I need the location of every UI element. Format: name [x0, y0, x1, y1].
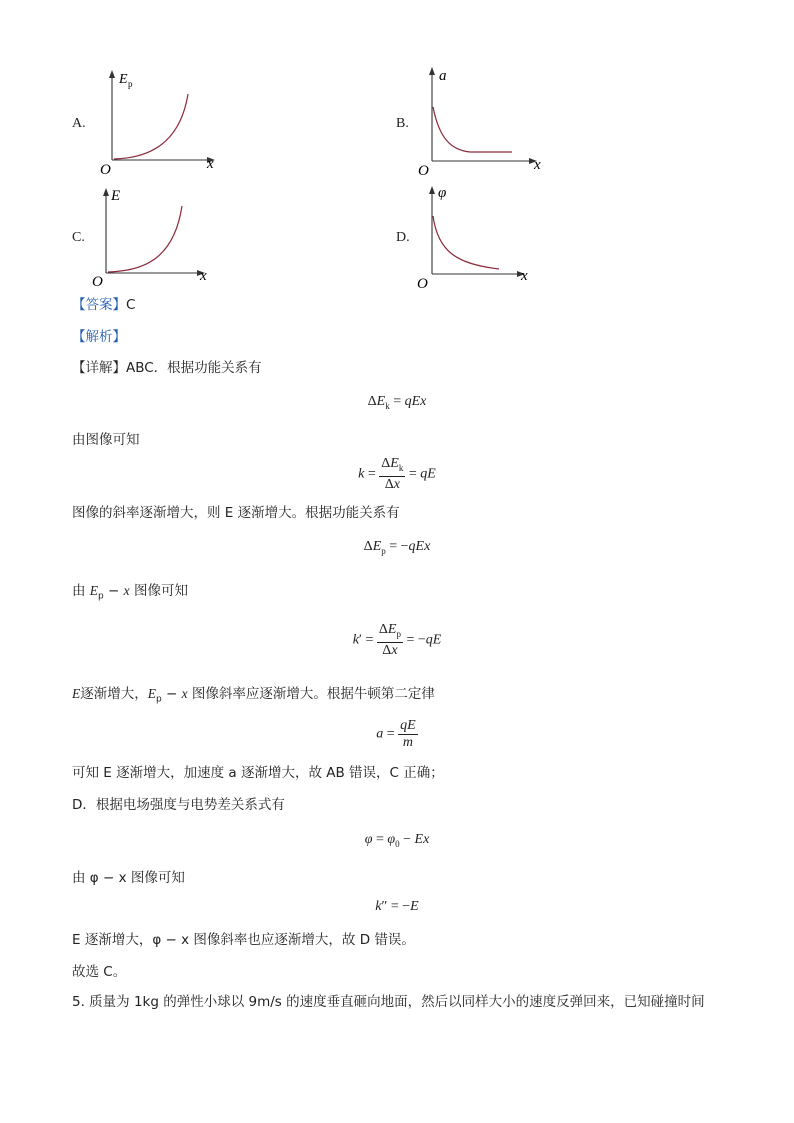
equation-6: $\varphi = \varphi_0 - Ex$: [364, 832, 430, 849]
detail-line5-b: 逐渐增大，: [80, 686, 148, 702]
detail-line-2: 由图像可知: [72, 432, 140, 448]
detail-line-1: [72, 358, 262, 378]
graph-a-xlabel: x: [207, 156, 214, 172]
detail-line5-a: E: [72, 686, 81, 701]
graph-d-xlabel: x: [521, 268, 528, 284]
graph-a: [95, 68, 225, 178]
detail-line1-text: ABC．根据功能关系有: [126, 360, 262, 376]
detail-line-9: E 逐渐增大，φ − x 图像斜率也应逐渐增大，故 D 错误。: [72, 932, 415, 948]
graph-b-xlabel: x: [534, 157, 541, 173]
detail-line-7: D．根据电场强度与电势差关系式有: [72, 797, 285, 813]
graph-d: [415, 180, 540, 292]
equation-4: k′ = $\frac{\Delta E_p}{\Delta x}$ = −qE: [352, 622, 442, 658]
graph-c-ylabel: E: [111, 188, 121, 204]
detail-line5-c: 图像斜率应逐渐增大。根据牛顿第二定律: [191, 686, 435, 702]
equation-5: a = $\frac{qE}{m}$: [376, 718, 416, 750]
answer-tag: 【答案】: [72, 297, 126, 313]
graph-d-ylabel: φ: [438, 185, 447, 201]
graph-c: [90, 182, 220, 290]
equation-7: k″ = −E: [375, 899, 419, 914]
graph-a-ylabel-sub: p: [128, 79, 133, 89]
detail-line-5: E逐渐增大，$E_p - x$ 图像斜率应逐渐增大。根据牛顿第二定律: [72, 686, 435, 705]
equation-1: $\Delta E_k$ = qEx: [367, 394, 427, 411]
graph-b-origin: O: [418, 163, 429, 177]
detail-line-3: 图像的斜率逐渐增大，则 E 逐渐增大。根据功能关系有: [72, 505, 400, 521]
analysis-tag: 【解析】: [72, 329, 126, 345]
answer-line: [72, 295, 135, 315]
graph-a-ylabel: E: [119, 72, 128, 87]
detail-line-10: 故选 C。: [72, 964, 127, 980]
detail-line4-b: 图像可知: [133, 583, 188, 599]
detail-line-4: 由 $E_p - x$ 图像可知: [72, 583, 188, 602]
equation-2: k = $\frac{\Delta E_k}{\Delta x}$ = qE: [358, 456, 436, 492]
graph-c-origin: O: [92, 274, 103, 290]
option-c-label: C.: [72, 230, 85, 245]
detail-line4-a: 由: [72, 583, 90, 599]
detail-line-6: 可知 E 逐渐增大，加速度 a 逐渐增大，故 AB 错误，C 正确；: [72, 765, 444, 781]
graph-c-xlabel: x: [200, 268, 207, 284]
detail-line-8: 由 φ − x 图像可知: [72, 870, 185, 886]
equation-3: $\Delta E_p = -qEx$: [363, 539, 431, 556]
graph-a-origin: O: [100, 162, 111, 178]
question-5: 5. 质量为 1kg 的弹性小球以 9m/s 的速度垂直砸向地面，然后以同样大小的速度反弹回来，已知碰撞时间: [72, 994, 705, 1010]
graph-b: [415, 62, 550, 177]
option-b-label: B.: [396, 116, 409, 131]
graph-d-origin: O: [417, 276, 428, 292]
answer-value: C: [126, 297, 136, 313]
option-a-label: A.: [72, 116, 86, 131]
option-d-label: D.: [396, 230, 410, 245]
detail-tag: 【详解】: [72, 360, 126, 376]
graph-b-ylabel: a: [439, 68, 447, 84]
